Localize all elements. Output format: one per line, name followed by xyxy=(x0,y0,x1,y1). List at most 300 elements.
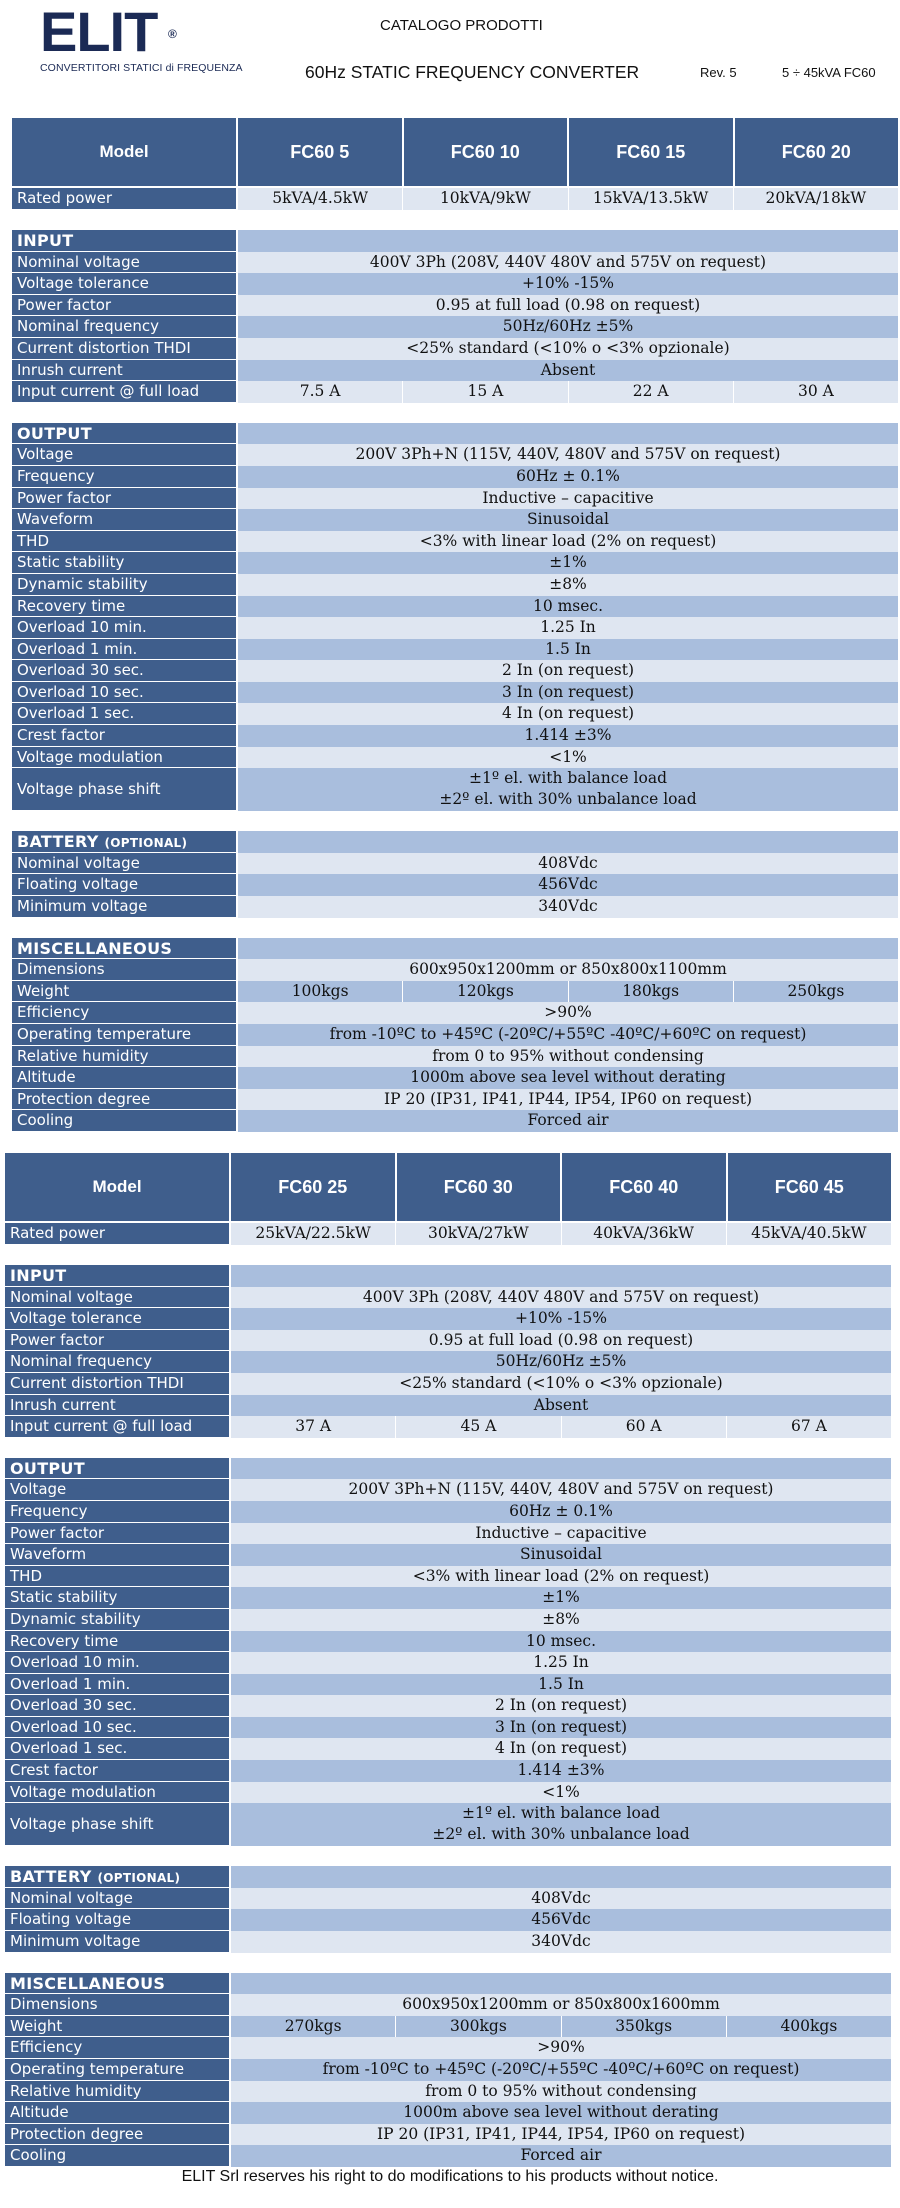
spec-label: Input current @ full load xyxy=(5,1416,231,1438)
spec-value: 30 A xyxy=(797,382,834,401)
spec-label: Voltage phase shift xyxy=(5,1803,231,1846)
spec-row xyxy=(12,552,898,574)
spec-label: Overload 10 sec. xyxy=(5,1717,231,1739)
spec-value: 1.414 ±3% xyxy=(231,1760,891,1782)
section-header xyxy=(12,423,898,445)
spec-value: 340Vdc xyxy=(238,896,898,918)
spec-row xyxy=(12,488,898,510)
rated-power-value: 10kVA/9kW xyxy=(403,188,568,210)
spec-label: Dynamic stability xyxy=(12,574,238,596)
spec-label: Current distortion THDI xyxy=(5,1373,231,1395)
phase-shift-line: ±2º el. with 30% unbalance load xyxy=(439,790,697,809)
spec-value: +10% -15% xyxy=(238,273,898,295)
spec-label: Cooling xyxy=(12,1110,238,1132)
spec-value: IP 20 (IP31, IP41, IP44, IP54, IP60 on request) xyxy=(231,2124,891,2146)
section-header-fill xyxy=(231,1458,891,1480)
spec-value: >90% xyxy=(238,1002,898,1024)
spec-label: THD xyxy=(12,531,238,553)
spec-value: 10 msec. xyxy=(231,1631,891,1653)
section-header xyxy=(5,1265,891,1287)
spec-value: 1.5 In xyxy=(231,1674,891,1696)
spec-label: Weight xyxy=(5,2016,231,2038)
row-label: Rated power xyxy=(12,188,238,210)
spec-label: Altitude xyxy=(12,1067,238,1089)
spec-value: 50Hz/60Hz ±5% xyxy=(231,1351,891,1373)
registered-mark: ® xyxy=(168,27,176,41)
row-label: Rated power xyxy=(5,1223,231,1245)
phase-shift-line: ±1º el. with balance load xyxy=(462,1804,660,1823)
spec-row xyxy=(5,1544,891,1566)
spec-label: Dynamic stability xyxy=(5,1609,231,1631)
spec-row xyxy=(5,1609,891,1631)
spec-row xyxy=(12,273,898,295)
spec-row-phase-shift xyxy=(12,768,898,811)
spec-value: 1.5 In xyxy=(238,639,898,661)
spec-row xyxy=(5,2145,891,2167)
spec-label: Operating temperature xyxy=(5,2059,231,2081)
spec-label: Voltage tolerance xyxy=(12,273,238,295)
spec-label: Input current @ full load xyxy=(12,381,238,403)
spec-row xyxy=(12,381,898,403)
spec-row xyxy=(5,1587,891,1609)
spec-value: 250kgs xyxy=(787,981,845,1000)
section-title-text: INPUT xyxy=(17,231,74,250)
catalog-label: CATALOGO PRODOTTI xyxy=(380,17,543,34)
section-header-fill xyxy=(231,1866,891,1888)
spec-value: 4 In (on request) xyxy=(231,1738,891,1760)
spec-label: Dimensions xyxy=(12,959,238,981)
spec-row xyxy=(12,444,898,466)
spec-value: from 0 to 95% without condensing xyxy=(231,2081,891,2103)
spec-value: 60Hz ± 0.1% xyxy=(238,466,898,488)
rated-power-row xyxy=(5,1223,891,1245)
logo-text: ELIT xyxy=(40,0,158,63)
spec-label: Operating temperature xyxy=(12,1024,238,1046)
spec-label: Overload 1 sec. xyxy=(5,1738,231,1760)
spec-row xyxy=(5,1674,891,1696)
spec-label: Crest factor xyxy=(5,1760,231,1782)
spec-label: Efficiency xyxy=(5,2037,231,2059)
spec-label: Overload 1 sec. xyxy=(12,703,238,725)
spec-label: Nominal voltage xyxy=(12,252,238,274)
spec-row xyxy=(12,509,898,531)
model-range-label: 5 ÷ 45kVA FC60 xyxy=(782,65,876,80)
spec-row xyxy=(5,1351,891,1373)
model-name: FC60 10 xyxy=(404,118,570,186)
spec-value: 0.95 at full load (0.98 on request) xyxy=(231,1330,891,1352)
spec-row xyxy=(12,1046,898,1068)
spec-row xyxy=(12,874,898,896)
spec-value: <25% standard (<10% o <3% opzionale) xyxy=(231,1373,891,1395)
spec-row xyxy=(5,1695,891,1717)
spec-values xyxy=(231,1416,891,1438)
spec-value: Forced air xyxy=(238,1110,898,1132)
footer-note: ELIT Srl reserves his right to do modifications to his products without notice. xyxy=(181,2168,719,2185)
spec-value: Forced air xyxy=(231,2145,891,2167)
spec-value: 4 In (on request) xyxy=(238,703,898,725)
section-header-fill xyxy=(231,1973,891,1995)
spec-row xyxy=(5,1566,891,1588)
spec-row xyxy=(12,725,898,747)
rated-power-value: 5kVA/4.5kW xyxy=(238,188,403,210)
spec-value: 15 A xyxy=(403,381,568,403)
spec-row xyxy=(12,1024,898,1046)
section-title-text: MISCELLANEOUS xyxy=(10,1973,166,1993)
spec-label: Frequency xyxy=(12,466,238,488)
spec-value: <1% xyxy=(231,1782,891,1804)
spec-row xyxy=(12,747,898,769)
spec-label: Nominal frequency xyxy=(5,1351,231,1373)
spec-row xyxy=(12,617,898,639)
spec-value: +10% -15% xyxy=(231,1308,891,1330)
rated-power-value: 30kVA/27kW xyxy=(396,1223,561,1245)
spec-row xyxy=(5,1652,891,1674)
spec-value: <3% with linear load (2% on request) xyxy=(231,1566,891,1588)
section-gap xyxy=(12,918,898,938)
spec-row xyxy=(12,338,898,360)
section-title xyxy=(5,1458,231,1480)
spec-value: <1% xyxy=(238,747,898,769)
spec-row xyxy=(12,360,898,382)
spec-row xyxy=(12,959,898,981)
rated-power-values xyxy=(231,1223,891,1245)
spec-label: Protection degree xyxy=(12,1089,238,1111)
spec-label: Nominal voltage xyxy=(12,853,238,875)
model-name: FC60 45 xyxy=(728,1153,892,1221)
model-name: FC60 20 xyxy=(735,118,899,186)
spec-value: 7.5 A xyxy=(238,381,403,403)
spec-value: 10 msec. xyxy=(238,596,898,618)
spec-label: Minimum voltage xyxy=(12,896,238,918)
spec-value: ±8% xyxy=(238,574,898,596)
spec-label: Current distortion THDI xyxy=(12,338,238,360)
spec-label: Cooling xyxy=(5,2145,231,2167)
spec-value: 50Hz/60Hz ±5% xyxy=(238,316,898,338)
section-note: (OPTIONAL) xyxy=(97,1871,181,1886)
spec-label: Overload 10 sec. xyxy=(12,682,238,704)
section-header xyxy=(12,831,898,853)
spec-table-1 xyxy=(12,118,898,1132)
model-name: FC60 40 xyxy=(562,1153,728,1221)
section-title xyxy=(12,423,238,445)
spec-value: Inductive – capacitive xyxy=(238,488,898,510)
spec-value: 3 In (on request) xyxy=(231,1717,891,1739)
section-title xyxy=(5,1265,231,1287)
spec-value: 60 A xyxy=(562,1416,727,1438)
spec-value: Sinusoidal xyxy=(238,509,898,531)
model-label: Model xyxy=(5,1153,231,1221)
spec-label: Relative humidity xyxy=(5,2081,231,2103)
section-title-text: BATTERY xyxy=(17,832,99,852)
spec-value: 600x950x1200mm or 850x800x1600mm xyxy=(231,1994,891,2016)
spec-value xyxy=(238,768,898,811)
section-header xyxy=(12,230,898,252)
section-note: (OPTIONAL) xyxy=(104,836,188,851)
spec-value: from 0 to 95% without condensing xyxy=(238,1046,898,1068)
section-title xyxy=(5,1973,231,1995)
spec-label: Static stability xyxy=(5,1587,231,1609)
spec-value: Absent xyxy=(238,360,898,382)
rated-power-value: 45kVA/40.5kW xyxy=(751,1224,867,1242)
spec-row xyxy=(5,1523,891,1545)
section-title xyxy=(12,230,238,252)
spec-row xyxy=(12,316,898,338)
section-gap xyxy=(5,1438,891,1458)
spec-label: Overload 30 sec. xyxy=(5,1695,231,1717)
spec-row xyxy=(5,2081,891,2103)
section-gap xyxy=(5,1245,891,1265)
spec-label: Dimensions xyxy=(5,1994,231,2016)
rated-power-value: 40kVA/36kW xyxy=(562,1223,727,1245)
section-header xyxy=(5,1973,891,1995)
spec-value: 45 A xyxy=(396,1416,561,1438)
section-title-text: MISCELLANEOUS xyxy=(17,938,173,958)
section-gap xyxy=(12,210,898,230)
spec-value: <3% with linear load (2% on request) xyxy=(238,531,898,553)
spec-row xyxy=(5,1395,891,1417)
section-title-text: OUTPUT xyxy=(10,1458,85,1478)
revision-label: Rev. 5 xyxy=(700,65,737,80)
spec-value: 3 In (on request) xyxy=(238,682,898,704)
spec-label: Inrush current xyxy=(12,360,238,382)
section-title-text: BATTERY xyxy=(10,1867,92,1887)
spec-value: 456Vdc xyxy=(238,874,898,896)
spec-label: Overload 1 min. xyxy=(12,639,238,661)
spec-value: 120kgs xyxy=(403,981,568,1003)
spec-value: 2 In (on request) xyxy=(231,1695,891,1717)
spec-value: 600x950x1200mm or 850x800x1100mm xyxy=(238,959,898,981)
spec-label: Voltage xyxy=(5,1479,231,1501)
spec-values xyxy=(238,981,898,1003)
spec-label: Minimum voltage xyxy=(5,1931,231,1953)
spec-label: Overload 10 min. xyxy=(5,1652,231,1674)
section-header-fill xyxy=(231,1265,891,1287)
model-label: Model xyxy=(12,118,238,186)
spec-label: Inrush current xyxy=(5,1395,231,1417)
spec-row xyxy=(5,1479,891,1501)
section-title xyxy=(12,831,238,853)
section-title-text: INPUT xyxy=(10,1266,67,1285)
spec-row xyxy=(5,2037,891,2059)
spec-value: 408Vdc xyxy=(238,853,898,875)
spec-row xyxy=(5,2016,891,2038)
spec-value: 2 In (on request) xyxy=(238,660,898,682)
spec-row-phase-shift xyxy=(5,1803,891,1846)
spec-label: Power factor xyxy=(12,295,238,317)
spec-row xyxy=(5,1416,891,1438)
section-header-fill xyxy=(238,938,898,960)
section-gap xyxy=(12,403,898,423)
rated-power-row xyxy=(12,188,898,210)
spec-value: 270kgs xyxy=(231,2016,396,2038)
spec-value: 300kgs xyxy=(396,2016,561,2038)
spec-row xyxy=(5,1782,891,1804)
spec-label: Overload 10 min. xyxy=(12,617,238,639)
spec-row xyxy=(5,1909,891,1931)
spec-row xyxy=(5,1330,891,1352)
spec-label: Voltage modulation xyxy=(12,747,238,769)
spec-label: Frequency xyxy=(5,1501,231,1523)
spec-table-2 xyxy=(5,1153,891,2167)
rated-power-value: 20kVA/18kW xyxy=(765,189,867,207)
spec-value: <25% standard (<10% o <3% opzionale) xyxy=(238,338,898,360)
model-header-row xyxy=(12,118,898,186)
spec-label: Voltage phase shift xyxy=(12,768,238,811)
spec-value: 1000m above sea level without derating xyxy=(231,2102,891,2124)
rated-power-values xyxy=(238,188,898,210)
spec-row xyxy=(5,1994,891,2016)
spec-label: Static stability xyxy=(12,552,238,574)
spec-row xyxy=(5,1931,891,1953)
spec-row xyxy=(5,2124,891,2146)
spec-value: IP 20 (IP31, IP41, IP44, IP54, IP60 on request) xyxy=(238,1089,898,1111)
spec-label: Waveform xyxy=(5,1544,231,1566)
spec-label: Floating voltage xyxy=(5,1909,231,1931)
section-title-text: OUTPUT xyxy=(17,423,92,443)
spec-label: Overload 30 sec. xyxy=(12,660,238,682)
spec-row xyxy=(12,639,898,661)
model-names xyxy=(231,1153,891,1221)
document-title: 60Hz STATIC FREQUENCY CONVERTER xyxy=(305,62,640,82)
spec-row xyxy=(12,252,898,274)
spec-value: 180kgs xyxy=(569,981,734,1003)
spec-values xyxy=(238,381,898,403)
spec-label: Power factor xyxy=(5,1523,231,1545)
spec-row xyxy=(12,1002,898,1024)
model-name: FC60 30 xyxy=(397,1153,563,1221)
spec-row xyxy=(12,466,898,488)
spec-row xyxy=(12,1110,898,1132)
spec-value: 350kgs xyxy=(562,2016,727,2038)
spec-row xyxy=(12,660,898,682)
spec-row xyxy=(5,1760,891,1782)
spec-row xyxy=(12,703,898,725)
spec-value: 0.95 at full load (0.98 on request) xyxy=(238,295,898,317)
spec-value: 408Vdc xyxy=(231,1888,891,1910)
spec-row xyxy=(12,682,898,704)
spec-value: Absent xyxy=(231,1395,891,1417)
spec-label: Recovery time xyxy=(5,1631,231,1653)
model-name: FC60 5 xyxy=(238,118,404,186)
spec-value: ±8% xyxy=(231,1609,891,1631)
spec-value: >90% xyxy=(231,2037,891,2059)
model-names xyxy=(238,118,898,186)
spec-value xyxy=(231,1803,891,1846)
spec-value: ±1% xyxy=(238,552,898,574)
spec-value: 340Vdc xyxy=(231,1931,891,1953)
elit-logo xyxy=(40,0,243,74)
phase-shift-line: ±1º el. with balance load xyxy=(469,769,667,788)
spec-row xyxy=(12,896,898,918)
spec-label: Recovery time xyxy=(12,596,238,618)
spec-label: Efficiency xyxy=(12,1002,238,1024)
section-title xyxy=(5,1866,231,1888)
spec-value: ±1% xyxy=(231,1587,891,1609)
section-header xyxy=(5,1866,891,1888)
spec-row xyxy=(5,1888,891,1910)
spec-row xyxy=(5,2059,891,2081)
phase-shift-line: ±2º el. with 30% unbalance load xyxy=(432,1825,690,1844)
spec-label: Waveform xyxy=(12,509,238,531)
spec-values xyxy=(231,2016,891,2038)
spec-label: Power factor xyxy=(12,488,238,510)
spec-value: 1.25 In xyxy=(231,1652,891,1674)
rated-power-value: 25kVA/22.5kW xyxy=(231,1223,396,1245)
spec-label: Floating voltage xyxy=(12,874,238,896)
model-header-row xyxy=(5,1153,891,1221)
spec-row xyxy=(5,1501,891,1523)
spec-value: 400V 3Ph (208V, 440V 480V and 575V on request) xyxy=(238,252,898,274)
spec-value: 456Vdc xyxy=(231,1909,891,1931)
spec-value: Inductive – capacitive xyxy=(231,1523,891,1545)
spec-label: Voltage xyxy=(12,444,238,466)
spec-row xyxy=(12,531,898,553)
section-title xyxy=(12,938,238,960)
spec-label: Crest factor xyxy=(12,725,238,747)
spec-value: 400kgs xyxy=(780,2016,838,2035)
spec-value: from -10ºC to +45ºC (-20ºC/+55ºC -40ºC/+60ºC on request) xyxy=(231,2059,891,2081)
spec-value: 1.25 In xyxy=(238,617,898,639)
spec-value: 1000m above sea level without derating xyxy=(238,1067,898,1089)
spec-label: Relative humidity xyxy=(12,1046,238,1068)
spec-row xyxy=(12,596,898,618)
section-gap xyxy=(12,811,898,831)
spec-row xyxy=(5,1738,891,1760)
spec-value: 60Hz ± 0.1% xyxy=(231,1501,891,1523)
spec-value: 1.414 ±3% xyxy=(238,725,898,747)
spec-label: Nominal frequency xyxy=(12,316,238,338)
spec-value: 100kgs xyxy=(238,981,403,1003)
section-header xyxy=(12,938,898,960)
spec-value: 400V 3Ph (208V, 440V 480V and 575V on request) xyxy=(231,1287,891,1309)
page-header xyxy=(0,0,900,118)
logo-subtitle: CONVERTITORI STATICI di FREQUENZA xyxy=(40,62,243,74)
spec-row xyxy=(5,1308,891,1330)
spec-row xyxy=(5,1287,891,1309)
section-header-fill xyxy=(238,423,898,445)
spec-row xyxy=(5,1717,891,1739)
spec-label: THD xyxy=(5,1566,231,1588)
spec-label: Nominal voltage xyxy=(5,1287,231,1309)
spec-label: Power factor xyxy=(5,1330,231,1352)
spec-row xyxy=(5,1631,891,1653)
spec-label: Protection degree xyxy=(5,2124,231,2146)
section-gap xyxy=(5,1846,891,1866)
spec-row xyxy=(5,1373,891,1395)
spec-row xyxy=(5,2102,891,2124)
spec-value: 67 A xyxy=(790,1417,827,1436)
section-header-fill xyxy=(238,230,898,252)
spec-label: Altitude xyxy=(5,2102,231,2124)
spec-value: 200V 3Ph+N (115V, 440V, 480V and 575V on request) xyxy=(231,1479,891,1501)
spec-label: Voltage modulation xyxy=(5,1782,231,1804)
spec-row xyxy=(12,1067,898,1089)
spec-label: Weight xyxy=(12,981,238,1003)
section-header xyxy=(5,1458,891,1480)
spec-value: 200V 3Ph+N (115V, 440V, 480V and 575V on request) xyxy=(238,444,898,466)
spec-row xyxy=(12,853,898,875)
section-header-fill xyxy=(238,831,898,853)
section-gap xyxy=(5,1953,891,1973)
model-name: FC60 15 xyxy=(569,118,735,186)
spec-value: from -10ºC to +45ºC (-20ºC/+55ºC -40ºC/+60ºC on request) xyxy=(238,1024,898,1046)
spec-row xyxy=(12,295,898,317)
spec-row xyxy=(12,1089,898,1111)
spec-row xyxy=(12,574,898,596)
spec-value: Sinusoidal xyxy=(231,1544,891,1566)
rated-power-value: 15kVA/13.5kW xyxy=(569,188,734,210)
spec-row xyxy=(12,981,898,1003)
